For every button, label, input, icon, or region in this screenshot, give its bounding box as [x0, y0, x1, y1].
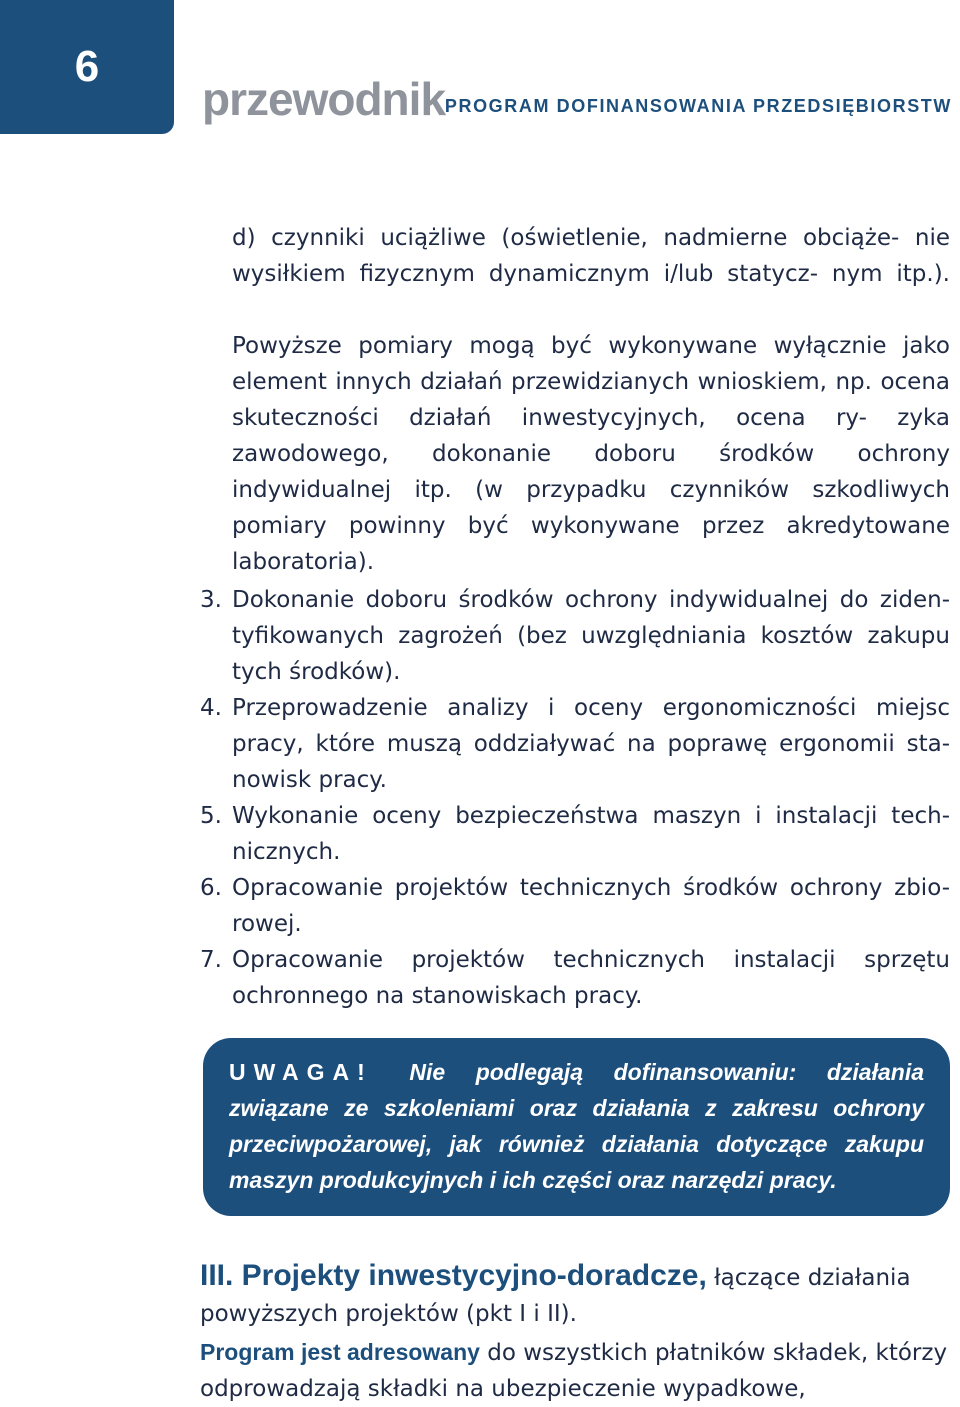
list-item-text: Dokonanie doboru środków ochrony indywidualnej do ziden- tyfikowanych zagrożeń (bez uwzględniania kosztów zakupu tych środków).	[232, 587, 950, 685]
guide-title: przewodnik	[202, 73, 446, 125]
page-number: 6	[74, 42, 100, 91]
warning-text-block	[229, 1054, 924, 1198]
list-item-number: 3.	[200, 587, 222, 613]
item-d-text: d) czynniki uciążliwe (oświetlenie, nadmierne obciąże- nie wysiłkiem fizycznym dynamicznym i/lub statycz- nym itp.).	[232, 225, 950, 287]
list-item-number: 4.	[200, 695, 222, 721]
list-item	[200, 582, 950, 690]
list-item	[200, 942, 950, 1014]
program-paragraph	[200, 1334, 950, 1407]
numbered-list	[200, 582, 950, 1014]
list-item	[200, 870, 950, 942]
section-title: III. Projekty inwestycyjno-doradcze,	[200, 1259, 707, 1292]
list-item-text: Opracowanie projektów technicznych instalacji sprzętu ochronnego na stanowiskach pracy.	[232, 947, 950, 1009]
measurements-note	[232, 328, 950, 580]
list-item-text: Przeprowadzenie analizy i oceny ergonomiczności miejsc pracy, które muszą oddziaływać na poprawę ergonomii sta- nowisk pracy.	[232, 695, 950, 793]
program-title: PROGRAM DOFINANSOWANIA PRZEDSIĘBIORSTW	[444, 96, 952, 116]
warning-label: UWAGA!	[229, 1059, 373, 1085]
measurements-note-text: Powyższe pomiary mogą być wykonywane wyłącznie jako element innych działań przewidzianych wnioskiem, np. ocena skuteczności działań inwestycyjnych, ocena ry- zyka zawodowego, dokonanie doboru środków ochrony indywidualnej itp. (w przypadku czynników szkodliwych pomiary powinny być wykonywane przez akredytowane laboratoria).	[232, 333, 950, 575]
list-item	[200, 798, 950, 870]
program-text: do wszystkich płatników składek, którzy odprowadzają składki na ubezpieczenie wypadkowe,	[200, 1340, 948, 1402]
list-item-number: 7.	[200, 947, 222, 973]
item-d-paragraph	[232, 220, 950, 292]
list-item-text: Opracowanie projektów technicznych środków ochrony zbio- rowej.	[232, 875, 950, 937]
warning-box	[203, 1038, 950, 1216]
program-lead: Program jest adresowany	[200, 1339, 480, 1365]
section-text: łączące działania powyższych projektów (pkt I i II).	[200, 1265, 911, 1327]
list-item-number: 5.	[200, 803, 222, 829]
page-number-tab	[0, 0, 174, 134]
list-item	[200, 690, 950, 798]
list-item-text: Wykonanie oceny bezpieczeństwa maszyn i instalacji tech- nicznych.	[232, 803, 950, 865]
section-iii	[200, 1258, 950, 1332]
warning-text: Nie podlegają dofinansowaniu: działania związane ze szkoleniami oraz działania z zakresu ochrony przeciwpożarowej, jak również działania dotyczące zakupu maszyn produkcyjnych i ich części oraz narzędzi pracy.	[229, 1059, 924, 1193]
list-item-number: 6.	[200, 875, 222, 901]
